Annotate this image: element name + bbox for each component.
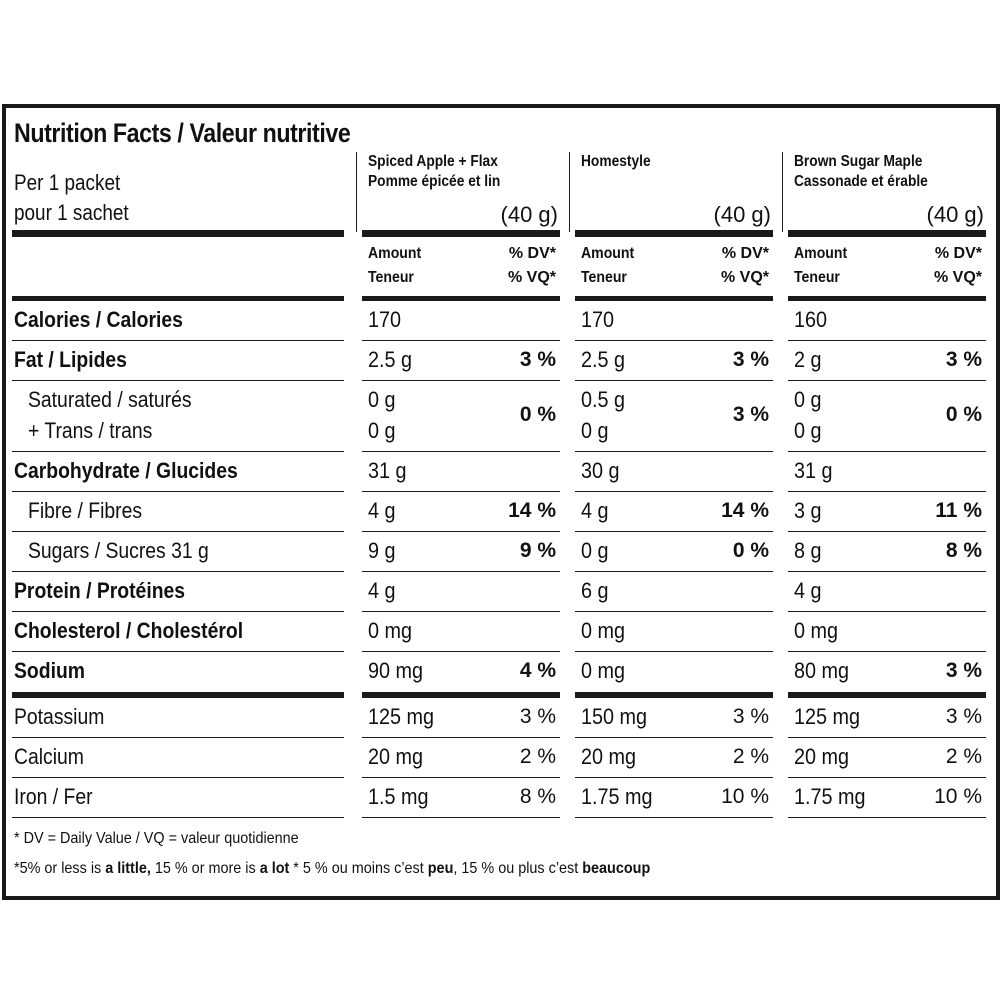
footnote-fragment: a little, <box>105 860 151 877</box>
cell-percent: 8 % <box>945 539 982 562</box>
column-name-fr-1: Pomme épicée et lin <box>368 173 501 190</box>
footnote-dv: * DV = Daily Value / VQ = valeur quotidienne <box>14 830 299 847</box>
cell-amount: 0 mg <box>368 618 413 643</box>
teneur-label-3: Teneur <box>794 269 840 286</box>
cell-percent: 10 % <box>721 785 769 808</box>
footnote-fragment: * 5 % ou moins c’est <box>289 860 428 877</box>
row-label: Potassium <box>14 704 105 729</box>
cell-percent: 14 % <box>508 499 556 522</box>
row-separator <box>12 571 344 572</box>
panel-title: Nutrition Facts / Valeur nutritive <box>14 118 351 148</box>
cell-amount: 20 mg <box>368 744 424 769</box>
column-name-2: Homestyle <box>581 153 651 170</box>
cell-amount: 3 g <box>794 498 822 523</box>
vq-label-2: % VQ* <box>720 269 769 286</box>
cell-percent: 0 % <box>732 539 769 562</box>
cell-amount-2: 0 g <box>368 418 396 443</box>
serving-size-en: Per 1 packet <box>14 170 121 195</box>
subheader-rule-col-3 <box>788 296 986 301</box>
cell-amount: 4 g <box>581 498 609 523</box>
row-separator <box>575 651 773 652</box>
column-name-fr-3: Cassonade et érable <box>794 173 928 190</box>
cell-amount: 20 mg <box>794 744 850 769</box>
serving-weight-1: (40 g) <box>500 202 558 227</box>
footnote-fragment: , 15 % ou plus c’est <box>453 860 583 877</box>
cell-amount: 9 g <box>368 538 396 563</box>
cell-amount: 4 g <box>794 578 822 603</box>
cell-percent: 4 % <box>519 659 556 682</box>
row-separator <box>362 777 560 778</box>
row-separator <box>788 571 986 572</box>
cell-amount: 150 mg <box>581 704 648 729</box>
cell-amount: 80 mg <box>794 658 850 683</box>
cell-amount: 4 g <box>368 498 396 523</box>
row-separator <box>575 380 773 381</box>
row-separator <box>788 340 986 341</box>
row-label: Calories / Calories <box>14 307 183 332</box>
row-separator <box>575 777 773 778</box>
cell-amount: 170 <box>581 307 615 332</box>
amount-label-1: Amount <box>368 245 422 262</box>
sodium-rule-col <box>362 692 560 698</box>
row-separator <box>788 651 986 652</box>
row-label: Sodium <box>14 658 85 683</box>
row-separator <box>362 571 560 572</box>
sodium-rule-col <box>788 692 986 698</box>
row-separator <box>575 571 773 572</box>
row-label: Fibre / Fibres <box>28 498 143 523</box>
row-separator <box>362 451 560 452</box>
row-separator <box>575 737 773 738</box>
cell-amount: 0.5 g <box>581 387 626 412</box>
nutrition-facts-panel <box>2 104 1000 900</box>
row-separator <box>788 491 986 492</box>
row-separator <box>788 451 986 452</box>
cell-percent: 10 % <box>934 785 982 808</box>
cell-amount: 6 g <box>581 578 609 603</box>
cell-percent: 8 % <box>519 785 556 808</box>
row-separator <box>788 817 986 818</box>
subheader-rule-col-1 <box>362 296 560 301</box>
cell-amount: 1.5 mg <box>368 784 429 809</box>
row-separator <box>12 651 344 652</box>
cell-amount: 0 g <box>794 387 822 412</box>
row-separator <box>12 817 344 818</box>
row-separator <box>788 531 986 532</box>
subheader-rule-col-2 <box>575 296 773 301</box>
row-label: Carbohydrate / Glucides <box>14 458 238 483</box>
cell-percent: 9 % <box>519 539 556 562</box>
row-separator <box>788 380 986 381</box>
row-separator <box>362 817 560 818</box>
row-separator <box>362 340 560 341</box>
cell-amount: 125 mg <box>368 704 435 729</box>
row-separator <box>362 491 560 492</box>
cell-percent: 3 % <box>732 403 769 426</box>
cell-amount: 0 mg <box>581 658 626 683</box>
column-name-1: Spiced Apple + Flax <box>368 153 498 170</box>
row-separator <box>362 380 560 381</box>
subheader-rule-left <box>12 296 344 301</box>
row-separator <box>788 611 986 612</box>
row-label: Calcium <box>14 744 84 769</box>
cell-amount: 0 mg <box>581 618 626 643</box>
cell-amount: 0 g <box>581 538 609 563</box>
cell-amount: 2 g <box>794 347 822 372</box>
cell-percent: 3 % <box>519 705 556 728</box>
serving-size-fr: pour 1 sachet <box>14 200 129 225</box>
row-label: Saturated / saturés <box>28 387 192 412</box>
cell-percent: 0 % <box>519 403 556 426</box>
teneur-label-2: Teneur <box>581 269 627 286</box>
row-separator <box>788 777 986 778</box>
vq-label-3: % VQ* <box>933 269 982 286</box>
teneur-label-1: Teneur <box>368 269 414 286</box>
cell-amount: 31 g <box>794 458 833 483</box>
footnote-percent-guide <box>14 860 650 878</box>
footnote-fragment: beaucoup <box>582 860 651 877</box>
row-separator <box>362 611 560 612</box>
row-separator <box>12 340 344 341</box>
cell-amount: 2.5 g <box>368 347 413 372</box>
cell-percent: 2 % <box>519 745 556 768</box>
row-label: Fat / Lipides <box>14 347 127 372</box>
column-divider-3 <box>782 152 783 232</box>
cell-amount: 170 <box>368 307 402 332</box>
cell-amount-2: 0 g <box>581 418 609 443</box>
cell-percent: 14 % <box>721 499 769 522</box>
row-separator <box>788 737 986 738</box>
row-separator <box>575 531 773 532</box>
cell-amount-2: 0 g <box>794 418 822 443</box>
row-separator <box>575 611 773 612</box>
row-separator <box>362 651 560 652</box>
cell-amount: 125 mg <box>794 704 861 729</box>
cell-amount: 2.5 g <box>581 347 626 372</box>
cell-amount: 0 mg <box>794 618 839 643</box>
cell-amount: 4 g <box>368 578 396 603</box>
cell-percent: 3 % <box>945 705 982 728</box>
row-separator <box>362 737 560 738</box>
dv-label-2: % DV* <box>721 245 769 262</box>
footnote-fragment: a lot <box>259 860 290 877</box>
cell-percent: 3 % <box>732 705 769 728</box>
footnote-fragment: *5% or less is <box>14 860 106 877</box>
amount-label-3: Amount <box>794 245 848 262</box>
row-label-2: + Trans / trans <box>28 418 153 443</box>
cell-amount: 0 g <box>368 387 396 412</box>
cell-amount: 160 <box>794 307 828 332</box>
row-separator <box>575 340 773 341</box>
row-separator <box>12 491 344 492</box>
header-rule-left <box>12 230 344 237</box>
cell-percent: 2 % <box>945 745 982 768</box>
row-label: Protein / Protéines <box>14 578 186 603</box>
vq-label-1: % VQ* <box>507 269 556 286</box>
sodium-rule-col <box>575 692 773 698</box>
column-divider-2 <box>569 152 570 232</box>
cell-percent: 11 % <box>935 499 982 522</box>
header-rule-col-1 <box>362 230 560 237</box>
row-separator <box>12 451 344 452</box>
cell-amount: 30 g <box>581 458 620 483</box>
row-separator <box>12 380 344 381</box>
cell-amount: 20 mg <box>581 744 637 769</box>
row-separator <box>12 737 344 738</box>
row-label: Iron / Fer <box>14 784 93 809</box>
cell-percent: 3 % <box>732 348 769 371</box>
header-rule-col-2 <box>575 230 773 237</box>
footnote-fragment: 15 % or more is <box>150 860 260 877</box>
dv-label-1: % DV* <box>508 245 556 262</box>
header-rule-col-3 <box>788 230 986 237</box>
row-separator <box>575 817 773 818</box>
row-label: Sugars / Sucres 31 g <box>28 538 209 563</box>
cell-amount: 31 g <box>368 458 407 483</box>
cell-percent: 3 % <box>945 348 982 371</box>
cell-amount: 8 g <box>794 538 822 563</box>
column-divider-1 <box>356 152 357 232</box>
serving-weight-3: (40 g) <box>926 202 984 227</box>
amount-label-2: Amount <box>581 245 635 262</box>
cell-percent: 0 % <box>945 403 982 426</box>
cell-amount: 1.75 mg <box>581 784 653 809</box>
cell-amount: 1.75 mg <box>794 784 866 809</box>
cell-amount: 90 mg <box>368 658 424 683</box>
row-label: Cholesterol / Cholestérol <box>14 618 244 643</box>
row-separator <box>575 451 773 452</box>
dv-label-3: % DV* <box>934 245 982 262</box>
row-separator <box>12 611 344 612</box>
cell-percent: 2 % <box>732 745 769 768</box>
row-separator <box>362 531 560 532</box>
column-name-3: Brown Sugar Maple <box>794 153 923 170</box>
footnote-fragment: peu <box>427 860 454 877</box>
row-separator <box>12 777 344 778</box>
sodium-rule-left <box>12 692 344 698</box>
cell-percent: 3 % <box>519 348 556 371</box>
row-separator <box>12 531 344 532</box>
serving-weight-2: (40 g) <box>713 202 771 227</box>
cell-percent: 3 % <box>945 659 982 682</box>
row-separator <box>575 491 773 492</box>
